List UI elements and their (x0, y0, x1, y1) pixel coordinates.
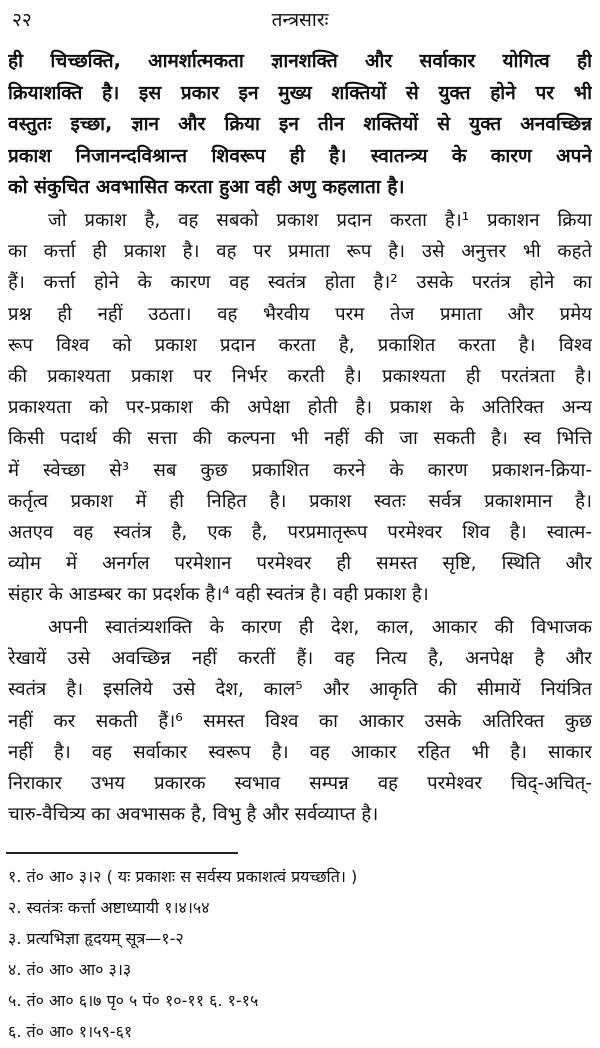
footnote: ५. तं० आ० ६।७ पृ० ५ पं० १०-११ ६. १-१५ (8, 991, 259, 1010)
text-line: रेखायें उसे अवच्छिन्न नहीं करतीं हैं। वह नित्य है, अनपेक्ष है और (8, 648, 592, 670)
text-line: व्योम में अनर्गल परमेशान परमेश्वर ही समस्त सृष्टि, स्थिति और (8, 553, 592, 575)
running-title: तन्त्रसारः (271, 9, 329, 31)
page-header (0, 4, 600, 34)
text-line: अतएव वह स्वतंत्र है, एक है, परप्रमातृरूप परमेश्वर शिव है। स्वात्म- (8, 521, 592, 543)
text-line: वस्तुतः इच्छा, ज्ञान और क्रिया इन तीन शक्तियों से युक्त अनवच्छिन्न (8, 113, 592, 135)
text-line: किसी पदार्थ की सत्ता की कल्पना भी नहीं की जा सकती है। स्व भित्ति (8, 428, 592, 450)
text-line: चारु-वैचित्र्य का अवभासक है, विभु है और सर्वव्याप्त है। (8, 804, 379, 826)
text-line: निराकार उभय प्रकारक स्वभाव सम्पन्न वह परमेश्वर चिद्-अचित्- (8, 772, 592, 794)
text-line: स्वतंत्र है। इसलिये उसे देश, काल⁵ और आकृति की सीमायें नियंत्रित (8, 679, 592, 701)
text-line: संहार के आडम्बर का प्रदर्शक है।⁴ वही स्वतंत्र है। वही प्रकाश है। (8, 584, 429, 606)
text-line: प्रश्न ही नहीं उठता। वह भैरवीय परम तेज प्रमाता और प्रमेय (8, 303, 592, 325)
text-line: को संकुचित अवभासित करता हुआ वही अणु कहलाता है। (8, 176, 405, 198)
text-line: क्रियाशक्ति है। इस प्रकार इन मुख्य शक्तियों से युक्त होने पर भी (8, 81, 592, 104)
footnote: १. तं० आ० ३।२ ( यः प्रकाशः स सर्वस्य प्रकाशत्वं प्रयच्छति। ) (8, 867, 358, 886)
footnote-divider (6, 852, 238, 854)
text-line: में स्वेच्छा से³ सब कुछ प्रकाशित करने के कारण प्रकाशन-क्रिया- (8, 459, 592, 481)
text-line: नहीं है। वह सर्वाकार स्वरूप है। वह आकार रहित भी है। साकार (8, 741, 592, 763)
text-line: कर्तृत्व प्रकाश में ही निहित है। प्रकाश स्वतः सर्वत्र प्रकाशमान है। (8, 490, 592, 512)
page-number: २२ (12, 9, 32, 31)
text-line: अपनी स्वातंत्र्यशक्ति के कारण ही देश, काल, आकार की विभाजक (48, 617, 592, 638)
text-line: प्रकाश निजानन्दविश्रान्त शिवरूप ही है। स्वातन्त्र्य के कारण अपने (8, 144, 592, 167)
footnotes (8, 861, 592, 1047)
text-line: रूप विश्व को प्रकाश प्रदान करता है, प्रकाशित करता है। विश्व (8, 334, 592, 356)
text-line: हैं। कर्त्ता होने के कारण वह स्वतंत्र होता है।² उसके परतंत्र होने का (8, 272, 592, 294)
text-line: की प्रकाश्यता प्रकाश पर निर्भर करती है। प्रकाश्यता ही परतंत्रता है। (8, 365, 592, 387)
paragraph-2 (8, 612, 592, 830)
footnote: २. स्वतंत्रः कर्त्ता अष्टाध्यायी १।४।५४ (8, 898, 210, 917)
paragraph-1 (8, 205, 592, 610)
footnote: ६. तं० आ० १।५९-६१ (8, 1022, 133, 1041)
intro-bold-paragraph (8, 46, 592, 204)
text-line: ही चिच्छक्ति, आमर्शात्मकता ज्ञानशक्ति और सर्वाकार योगित्व ही (8, 50, 592, 72)
text-line: नहीं कर सकती हैं।⁶ समस्त विश्व का आकार उसके अतिरिक्त कुछ (8, 710, 592, 732)
text-line: प्रकाश्यता को पर-प्रकाश की अपेक्षा होती है। प्रकाश के अतिरिक्त अन्य (8, 397, 592, 419)
footnote: ३. प्रत्यभिज्ञा हृदयम् सूत्र—१-२ (8, 929, 184, 948)
footnote: ४. तं० आ० आ० ३।३ (8, 960, 132, 979)
text-line: जो प्रकाश है, वह सबको प्रकाश प्रदान करता है।¹ प्रकाशन क्रिया (48, 210, 592, 231)
text-line: का कर्त्ता ही प्रकाश है। वह पर प्रमाता रूप है। उसे अनुत्तर भी कहते (8, 241, 592, 263)
